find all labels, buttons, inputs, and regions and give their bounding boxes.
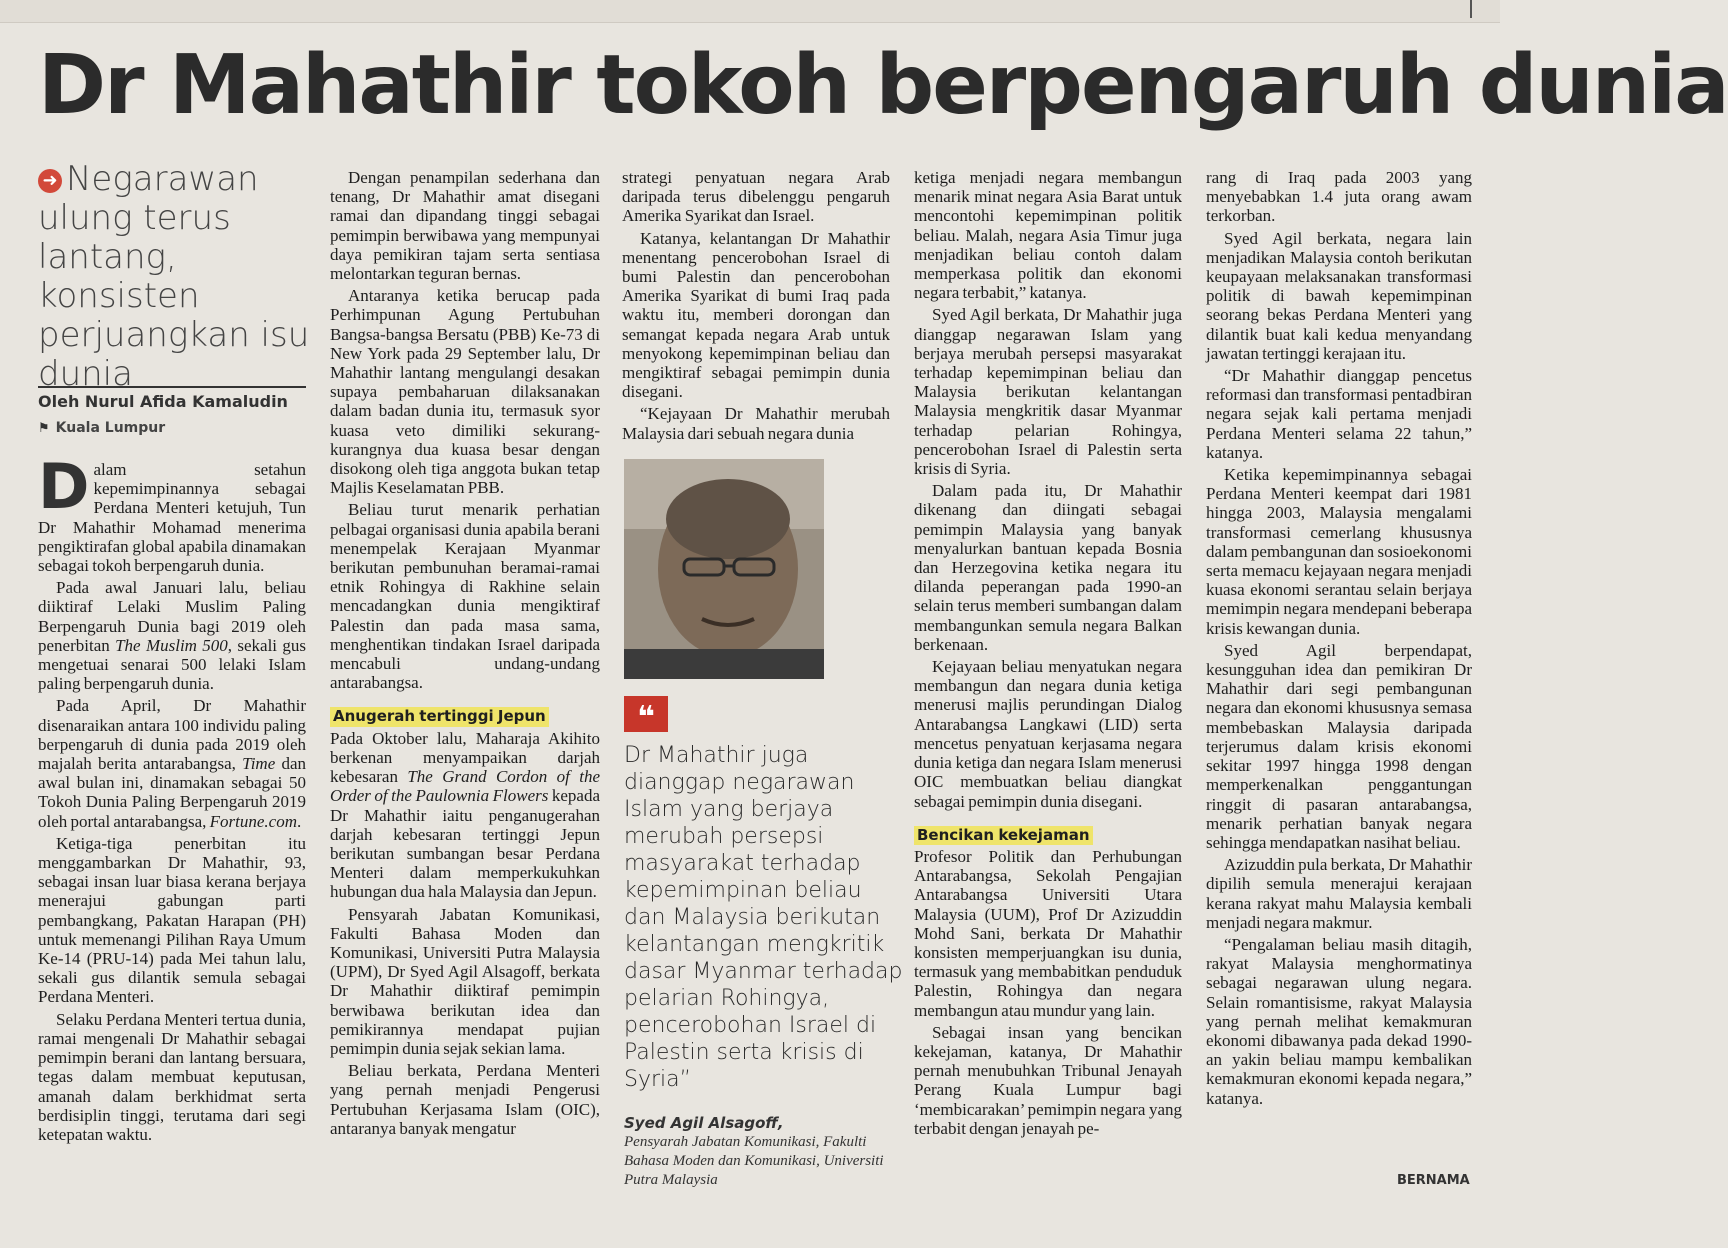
paragraph: “Pengalaman beliau masih ditagih, rakyat Malaysia menghormatinya sebagai negarawan ulung negara. Selain romantisisme, rakyat Malaysia yang pernah melihat kemakmuran ekonomi dibawanya pada dekad 1990-an yakin beliau mampu kembalikan kemakmuran ekonomi kepada negara,” katanya.: [1206, 934, 1472, 1108]
deck-text: Negarawan ulung terus lantang, konsisten perjuangkan isu dunia: [38, 159, 310, 394]
dateline: [38, 420, 165, 436]
paragraph: Pensyarah Jabatan Komunikasi, Fakulti Bahasa Moden dan Komunikasi, Universiti Putra Malaysia (UPM), Dr Syed Agil Alsagoff, berkata Dr Mahathir diiktiraf pemimpin berwibawa berikutan idea dan pemikirannya mendapat pujian pemimpin dunia sejak sekian lama.: [330, 904, 600, 1058]
headline: Dr Mahathir tokoh berpengaruh dunia: [38, 38, 1728, 133]
column-4: [914, 168, 1182, 1141]
paragraph: Ketiga-tiga penerbitan itu menggambarkan Dr Mahathir, 93, sebagai insan luar biasa kerana berjaya menerajui gabungan parti pembangkang, Pakatan Harapan (PH) untuk memenangi Pilihan Raya Umum Ke-14 (PRU-14) pada Mei tahun lalu, sekali gus dilantik semula sebagai Perdana Menteri.: [38, 833, 306, 1007]
column-5: [1206, 168, 1472, 1111]
column-rule: [1470, 0, 1472, 18]
paragraph: Ketika kepemimpinannya sebagai Perdana Menteri keempat dari 1981 hingga 2003, Malaysia mengalami transformasi cemerlang khususnya dalam pembangunan dan sosioekonomi serta memacu kejayaan negara menjadi kuasa ekonomi serantau selain berjaya memimpin negara mendepani beberapa krisis kewangan dunia.: [1206, 465, 1472, 638]
quote-attribution-name: Syed Agil Alsagoff,: [624, 1114, 784, 1132]
paragraph: Pada awal Januari lalu, beliau diiktiraf Lelaki Muslim Paling Berpengaruh Dunia bagi 2019 oleh penerbitan The Muslim 500, sekali gus mengetuai senarai 500 lelaki Islam paling berpengaruh dunia.: [38, 578, 306, 694]
paragraph: strategi penyatuan negara Arab daripada terus dibelenggu pengaruh Amerika Syarikat dan Israel.: [622, 168, 890, 226]
paragraph: Dalam pada itu, Dr Mahathir dikenang dan diingati sebagai pemimpin Malaysia yang banyak menyalurkan bantuan kepada Bosnia dan Herzegovina ketika negara itu dilanda peperangan pada 1990-an selain terus memberi sumbangan dalam membangunkan semula negara Balkan berkenaan.: [914, 481, 1182, 654]
paragraph: Selaku Perdana Menteri tertua dunia, ramai mengenali Dr Mahathir sebagai pemimpin berani dan lantang bersuara, tegas dalam membuat keputusan, amanah dalam berkhidmat serta berdisiplin tinggi, terutama dari segi ketepatan waktu.: [38, 1009, 306, 1144]
paragraph: Pada Oktober lalu, Maharaja Akihito berkenan menyampaikan darjah kebesaran The Grand Cordon of the Order of the Paulownia Flowers kepada Dr Mahathir iaitu penganugerahan darjah kebesaran tertinggi Jepun berikutan sumbangan besar Perdana Menteri dalam memperkukuhkan hubungan dua hala Malaysia dan Jepun.: [330, 728, 601, 902]
paragraph: Syed Agil berpendapat, kesungguhan idea dan pemikiran Dr Mahathir dari segi pembangunan negara dan ekonomi khususnya semasa membebaskan Malaysia daripada terjerumus dalam krisis ekonomi sekitar 1997 hingga 1998 dengan memperkenalkan penggantungan ringgit di pasaran antarabangsa, menarik perhatian banyak negara sehingga mendapatkan nasihat beliau.: [1206, 640, 1472, 852]
paragraph: Dalam setahun kepemimpinannya sebagai Perdana Menteri ketujuh, Tun Dr Mahathir Mohamad menerima pengiktirafan global apabila dinamakan sebagai tokoh berpengaruh dunia.: [38, 450, 306, 576]
column-1: [38, 450, 307, 1147]
news-source: BERNAMA: [1397, 1173, 1470, 1188]
pull-quote: Dr Mahathir juga dianggap negarawan Islam yang berjaya merubah persepsi masyarakat terhadap kepemimpinan beliau dan Malaysia berikutan kelantangan mengkritik dasar Myanmar terhadap pelarian Rohingya, pencerobohan Israel di Palestin serta krisis di Syria”: [624, 743, 903, 1092]
paragraph: rang di Iraq pada 2003 yang menyebabkan 1.4 juta orang awam terkorban.: [1206, 168, 1472, 226]
paragraph: Kejayaan beliau menyatukan negara membangun dan negara dunia ketiga menerusi majlis perundingan Dialog Antarabangsa Langkawi (LID) serta mencetus penyatuan kerjasama negara dunia ketiga dan negara Islam menerusi OIC membuatkan beliau diangkat sebagai pemimpin dunia disegani.: [914, 657, 1182, 811]
paragraph: Azizuddin pula berkata, Dr Mahathir dipilih semula menerajui kerajaan kerana rakyat mahu Malaysia kembali menjadi negara makmur.: [1206, 855, 1472, 932]
paragraph: Antaranya ketika berucap pada Perhimpunan Agung Pertubuhan Bangsa-bangsa Bersatu (PBB) Ke-73 di New York pada 29 September lalu, Dr Mahathir lantang mengulangi desakan supaya pembaharuan dilaksanakan dalam badan dunia itu, termasuk syor kuasa veto dimiliki sekurang-kurangnya dua kuasa besar dengan disokong oleh tiga anggota bukan tetap Majlis Keselamatan PBB.: [330, 286, 600, 498]
flag-icon: ⚑: [38, 421, 50, 436]
paragraph: Pada April, Dr Mahathir disenaraikan antara 100 individu paling berpengaruh di dunia pada 2019 oleh majalah berita antarabangsa, Time dan awal bulan ini, dinamakan sebagai 50 Tokoh Dunia Paling Berpengaruh 2019 oleh portal antarabangsa, Fortune.com.: [38, 696, 307, 831]
subheading: Anugerah tertinggi Jepun: [330, 707, 549, 726]
paragraph: Dengan penampilan sederhana dan tenang, Dr Mahathir amat disegani ramai dan dipandang tinggi sebagai pemimpin berwibawa yang mempunyai daya pemikiran tajam serta sentiasa melontarkan teguran bernas.: [330, 168, 600, 284]
drop-cap: D: [38, 450, 90, 523]
subheading: Bencikan kekejaman: [914, 826, 1093, 845]
previous-article-strip: [0, 0, 1500, 23]
paragraph: Sebagai insan yang bencikan kekejaman, katanya, Dr Mahathir pernah menubuhkan Tribunal Jenayah Perang Kuala Lumpur bagi ‘membicarakan’ pemimpin negara yang terbabit dengan jenayah pe-: [914, 1022, 1182, 1138]
column-3: [622, 168, 890, 446]
column-2: [330, 168, 600, 1141]
paragraph: Katanya, kelantangan Dr Mahathir menentang pencerobohan Israel di bumi Palestin dan pencerobohan Amerika Syarikat di bumi Iraq pada waktu itu, memberi dorongan dan semangat kepada negara Arab untuk menyokong kepemimpinan beliau dan mengiktiraf sebagai pemimpin dunia disegani.: [622, 228, 890, 402]
location: Kuala Lumpur: [55, 420, 166, 436]
paragraph: Syed Agil berkata, negara lain menjadikan Malaysia contoh berikutan keupayaan melaksanakan transformasi politik di bawah kepemimpinan seorang bekas Perdana Menteri yang dilantik buat kali kedua menyandang jawatan tertinggi kerajaan itu.: [1206, 228, 1472, 363]
paragraph: “Dr Mahathir dianggap pencetus reformasi dan transformasi pentadbiran negara sejak kali pertama menjadi Perdana Menteri selama 22 tahun,” katanya.: [1206, 366, 1472, 462]
quote-icon: ❝: [624, 696, 668, 732]
quote-attribution-role: Pensyarah Jabatan Komunikasi, Fakulti Bahasa Moden dan Komunikasi, Universiti Putra Malaysia: [624, 1134, 884, 1188]
paragraph: Profesor Politik dan Perhubungan Antarabangsa, Sekolah Pengajian Antarabangsa Universiti Utara Malaysia (UUM), Prof Dr Azizuddin Mohd Sani, berkata Dr Mahathir konsisten memperjuangkan isu dunia, termasuk yang membabitkan penduduk Palestin, Rohingya dan negara membangun atau mundur yang lain.: [914, 846, 1182, 1020]
arrow-right-icon: ➜: [38, 169, 62, 193]
paragraph: Beliau berkata, Perdana Menteri yang pernah menjadi Pengerusi Pertubuhan Kerjasama Islam (OIC), antaranya banyak mengatur: [330, 1061, 600, 1138]
paragraph: ketiga menjadi negara membangun menarik minat negara Asia Barat untuk mencontohi kepemimpinan politik beliau. Malah, negara Asia Timur juga menjadikan beliau contoh dalam memperkasa politik dan ekonomi negara terbabit,” katanya.: [914, 168, 1182, 303]
paragraph: Beliau turut menarik perhatian pelbagai organisasi dunia apabila berani menempelak Kerajaan Myanmar berikutan pembunuhan beramai-ramai etnik Rohingya di Rakhine selain mencadangkan dunia mengiktiraf Palestin dan pada masa sama, menghentikan tindakan Israel daripada mencabuli undang-undang antarabangsa.: [330, 500, 600, 693]
deck: [38, 160, 310, 394]
paragraph: “Kejayaan Dr Mahathir merubah Malaysia dari sebuah negara dunia: [622, 404, 890, 443]
portrait-photo: [624, 459, 824, 679]
byline: Oleh Nurul Afida Kamaludin: [38, 386, 306, 411]
paragraph: Syed Agil berkata, Dr Mahathir juga dianggap negarawan Islam yang berjaya merubah persepsi masyarakat terhadap kepemimpinan beliau dan Malaysia berikutan kelantangan Malaysia mengkritik dasar Myanmar terhadap pelarian Rohingya, pencerobohan Israel di Palestin serta krisis di Syria.: [914, 305, 1182, 479]
